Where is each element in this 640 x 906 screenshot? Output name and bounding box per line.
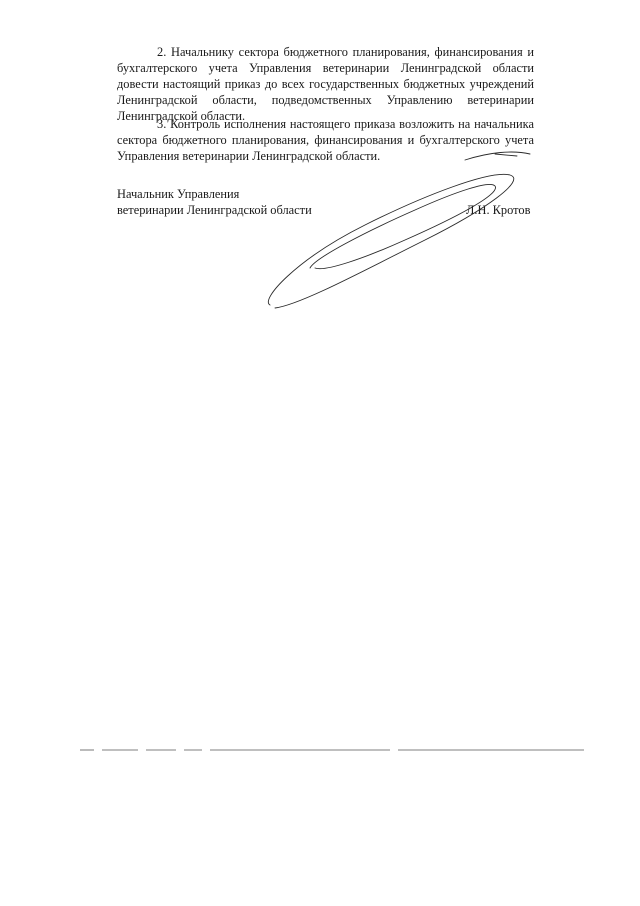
- signature-stroke-inner-loop: [310, 184, 496, 268]
- signature-stroke-crossbar: [495, 154, 517, 156]
- paragraph-2-container: [117, 44, 534, 124]
- signer-name: Л.Н. Кротов: [466, 203, 531, 217]
- signer-position-line-1: Начальник Управления: [117, 187, 240, 201]
- signature-stroke-tail: [465, 152, 530, 160]
- signature-stroke-outer-loop: [268, 174, 513, 308]
- paragraph-3: 3. Контроль исполнения настоящего приказа возложить на начальника сектора бюджетного планирования, финансирования и бухгалтерского учета Управления ветеринарии Ленинградской области.: [117, 117, 534, 163]
- signer-position-line-2: ветеринарии Ленинградской области: [117, 203, 312, 217]
- handwritten-signature: [255, 140, 545, 320]
- paragraph-2: 2. Начальнику сектора бюджетного планирования, финансирования и бухгалтерского учета Управления ветеринарии Ленинградской области довести настоящий приказ до всех государственных бюджетных учреждений Ленинградской области, подведомственных Управлению ветеринарии Ленинградской области.: [117, 45, 534, 123]
- footer-rule: [80, 748, 584, 752]
